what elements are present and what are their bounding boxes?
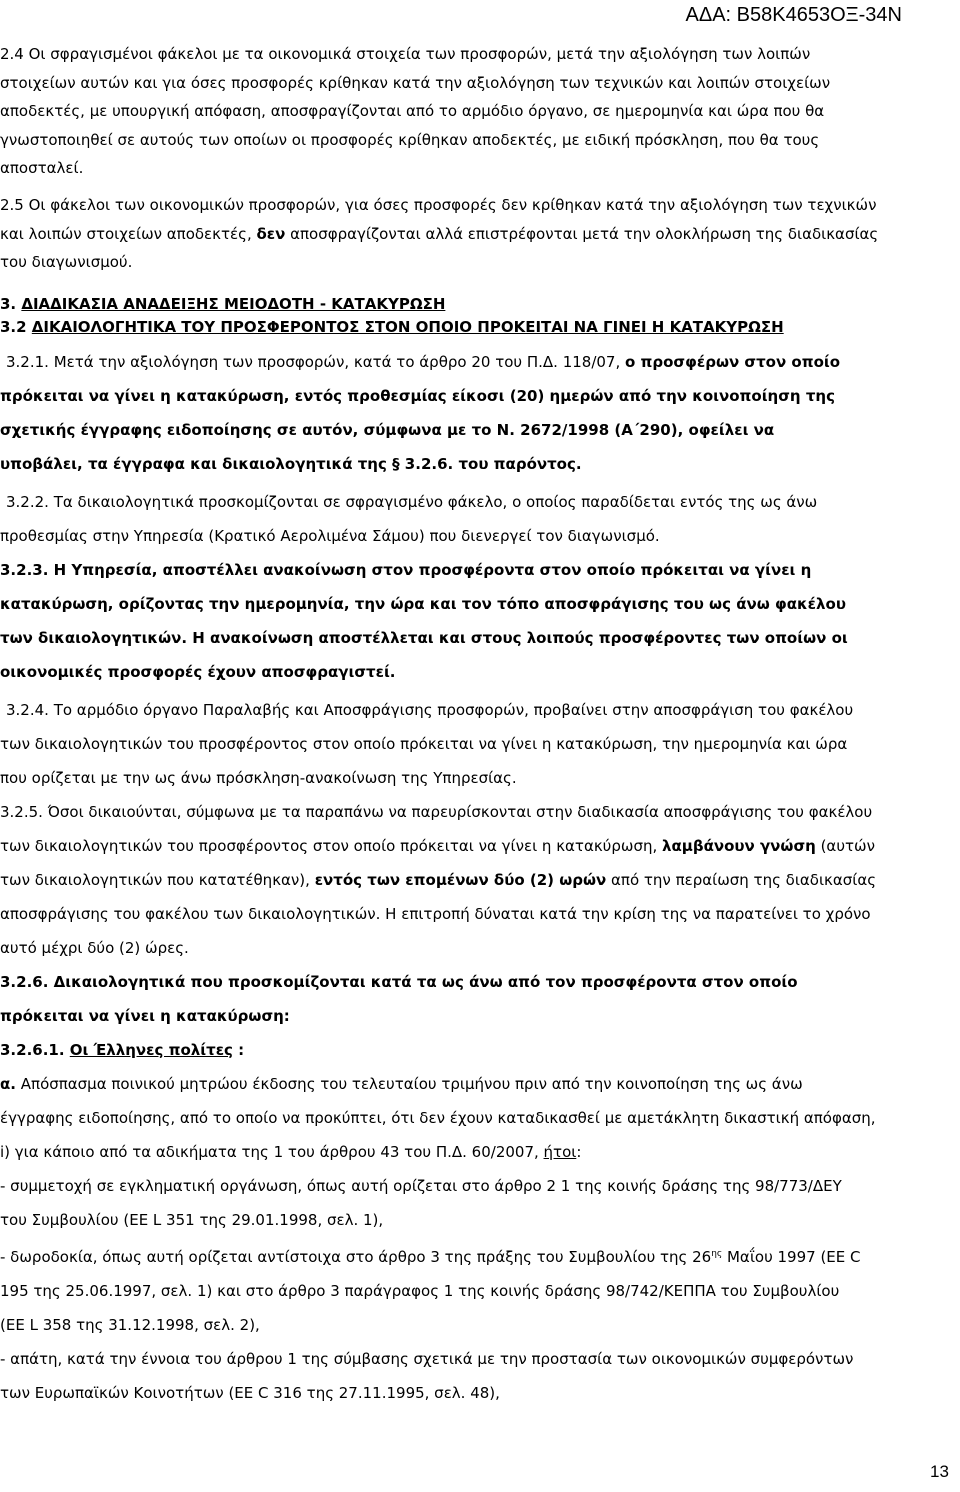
text-line [0,829,960,863]
text-run: των δικαιολογητικών που κατατέθηκαν), [0,870,315,889]
text-line [0,863,960,897]
list-item-continuation: (ΕΕ L 358 της 31.12.1998, σελ. 2), [0,1315,260,1334]
subheading-colon: : [232,1040,245,1059]
text-line: αποσταλεί. [0,159,84,178]
section-3-2-6 [0,965,960,1033]
item-marker: α. [0,1074,17,1093]
text-run: (αυτών [815,836,875,855]
list-item: - συμμετοχή σε εγκληματική οργάνωση, όπως αυτή ορίζεται στο άρθρο 2 1 της κοινής δράσης της 98/773/ΔΕΥ [0,1176,842,1195]
bold-text: λαμβάνουν γνώση [662,836,816,855]
section-3-2-2 [0,485,960,553]
underlined-text: ήτοι [543,1142,577,1161]
text-line: 2.5 Οι φάκελοι των οικονομικών προσφορών, για όσες προσφορές δεν κρίθηκαν κατά την αξιολόγηση των τεχνικών [0,195,877,214]
document-page [0,40,960,1410]
text-line: 3.2.5. Όσοι δικαιούνται, σύμφωνα με τα παραπάνω να παρευρίσκονται στην διαδικασία αποσφράγισης του φακέλου [0,802,873,821]
text-line: γνωστοποιηθεί σε αυτούς των οποίων οι προσφορές κρίθηκαν αποδεκτές, με ειδική πρόσκληση, που θα τους [0,130,820,149]
bold-line: οικονομικές προσφορές έχουν αποσφραγιστεί. [0,662,396,681]
bold-line: σχετικής έγγραφης ειδοποίησης σε αυτόν, σύμφωνα με το Ν. 2672/1998 (Α΄290), οφείλει να [0,420,775,439]
heading-title: ΔΙΚΑΙΟΛΟΓΗΤΙΚΑ ΤΟΥ ΠΡΟΣΦΕΡΟΝΤΟΣ ΣΤΟΝ ΟΠΟΙΟ ΠΡΟΚΕΙΤΑΙ ΝΑ ΓΙΝΕΙ Η ΚΑΤΑΚΥΡΩΣΗ [31,317,784,336]
text-line: του διαγωνισμού. [0,253,133,272]
text-line: αποδεκτές, με υπουργική απόφαση, αποσφραγίζονται από το αρμόδιο όργανο, σε ημερομηνία και ώρα που θα [0,102,825,121]
text-line: που ορίζεται με την ως άνω πρόσκληση-ανακοίνωση της Υπηρεσίας. [0,768,517,787]
subheading-title: Οι Έλληνες πολίτες [69,1040,233,1059]
heading-number: 3. [0,294,22,313]
heading-title: ΔΙΑΔΙΚΑΣΙΑ ΑΝΑΔΕΙΞΗΣ ΜΕΙΟΔΟΤΗ - ΚΑΤΑΚΥΡΩΣΗ [21,294,446,313]
bold-text: ο προσφέρων στον οποίο [625,352,841,371]
text-line: 3.2.2. Τα δικαιολογητικά προσκομίζονται σε σφραγισμένο φάκελο, ο οποίος παραδίδεται εντός της ως άνω [6,492,818,511]
text-line [0,1067,960,1101]
text-line: στοιχείων αυτών και για όσες προσφορές κρίθηκαν κατά την αξιολόγηση των τεχνικών και λοιπών στοιχείων [0,73,831,92]
text-run: και λοιπών στοιχείων αποδεκτές, [0,224,257,243]
section-2-5 [0,191,960,277]
text-line: αυτό μέχρι δύο (2) ώρες. [0,938,189,957]
list-item-continuation: του Συμβουλίου (ΕΕ L 351 της 29.01.1998, σελ. 1), [0,1210,384,1229]
text-run: αποσφραγίζονται αλλά επιστρέφονται μετά την ολοκλήρωση της διαδικασίας [285,224,879,243]
bold-line: 3.2.3. Η Υπηρεσία, αποστέλλει ανακοίνωση στον προσφέροντα στον οποίο πρόκειται να γίνει η [0,560,812,579]
text-line [0,345,960,379]
item-a [0,1067,960,1169]
list-item [0,1237,960,1274]
subheading [0,1033,960,1067]
offence-list [0,1169,960,1410]
section-3-2-4 [0,693,960,795]
heading-3-2 [0,316,960,339]
text-line [0,220,960,249]
section-3-2-3 [0,553,960,689]
text-run: i) για κάποιο από τα αδικήματα της 1 του άρθρου 43 του Π.Δ. 60/2007, [0,1142,544,1161]
bold-line: πρόκειται να γίνει η κατακύρωση, εντός προθεσμίας είκοσι (20) ημερών από την κοινοποίηση της [0,386,835,405]
bold-line: 3.2.6. Δικαιολογητικά που προσκομίζονται κατά τα ως άνω από τον προσφέροντα στον οποίο [0,972,798,991]
text-run: από την περαίωση της διαδικασίας [606,870,877,889]
bold-line: κατακύρωση, ορίζοντας την ημερομηνία, την ώρα και τον τόπο αποσφράγισης του ως άνω φακέλου [0,594,846,613]
text-run: - δωροδοκία, όπως αυτή ορίζεται αντίστοιχα στο άρθρο 3 της πράξης του Συμβουλίου της 26 [0,1247,712,1266]
section-2-4 [0,40,960,183]
text-run: των δικαιολογητικών του προσφέροντος στον οποίο πρόκειται να γίνει η κατακύρωση, [0,836,662,855]
page-number: 13 [930,1462,949,1481]
text-line: προθεσμίας στην Υπηρεσία (Κρατικό Αερολιμένα Σάμου) που διενεργεί τον διαγωνισμό. [0,526,660,545]
list-item: - απάτη, κατά την έννοια του άρθρου 1 της σύμβασης σχετικά με την προστασία των οικονομικών συμφερόντων [0,1349,854,1368]
list-item-continuation: των Ευρωπαϊκών Κοινοτήτων (ΕΕ C 316 της 27.11.1995, σελ. 48), [0,1383,500,1402]
text-line: 3.2.4. Το αρμόδιο όργανο Παραλαβής και Αποσφράγισης προσφορών, προβαίνει στην αποσφράγιση του φακέλου [6,700,854,719]
section-headings [0,293,960,339]
subheading-number: 3.2.6.1. [0,1040,70,1059]
heading-number: 3.2 [0,317,32,336]
section-3-2-1 [0,345,960,481]
text-line: αποσφράγισης του φακέλου των δικαιολογητικών. Η επιτροπή δύναται κατά την κρίση της να παρατείνει το χρόνο [0,904,871,923]
text-line [0,1135,960,1169]
list-item-continuation: 195 της 25.06.1997, σελ. 1) και στο άρθρο 3 παράγραφος 1 της κοινής δράσης 98/742/ΚΕΠΠΑ του Συμβουλίου [0,1281,840,1300]
bold-text: δεν [256,224,286,243]
text-run: 3.2.1. Μετά την αξιολόγηση των προσφορών, κατά το άρθρο 20 του Π.Δ. 118/07, [6,352,625,371]
bold-text: εντός των επομένων δύο (2) ωρών [314,870,607,889]
text-run: Μαΐου 1997 (ΕΕ C [722,1247,861,1266]
ada-code: ΑΔΑ: Β58Κ4653ΟΞ-34Ν [685,4,902,26]
text-line: έγγραφης ειδοποίησης, από το οποίο να προκύπτει, ότι δεν έχουν καταδικασθεί με αμετάκλητη δικαστική απόφαση, [0,1108,876,1127]
superscript: ης [711,1248,723,1259]
section-3-2-6-1 [0,1033,960,1067]
text-run: Απόσπασμα ποινικού μητρώου έκδοσης του τελευταίου τριμήνου πριν από την κοινοποίηση της ως άνω [16,1074,803,1093]
bold-line: υποβάλει, τα έγγραφα και δικαιολογητικά της § 3.2.6. του παρόντος. [0,454,582,473]
text-run: : [576,1142,582,1161]
section-3-2-5 [0,795,960,965]
heading-3 [0,293,960,316]
text-line: 2.4 Οι σφραγισμένοι φάκελοι με τα οικονομικά στοιχεία των προσφορών, μετά την αξιολόγηση των λοιπών [0,45,811,63]
text-line: των δικαιολογητικών του προσφέροντος στον οποίο πρόκειται να γίνει η κατακύρωση, την ημερομηνία και ώρα [0,734,848,753]
bold-line: των δικαιολογητικών. Η ανακοίνωση αποστέλλεται και στους λοιπούς προσφέροντες των οποίων οι [0,628,848,647]
bold-line: πρόκειται να γίνει η κατακύρωση: [0,1006,290,1025]
